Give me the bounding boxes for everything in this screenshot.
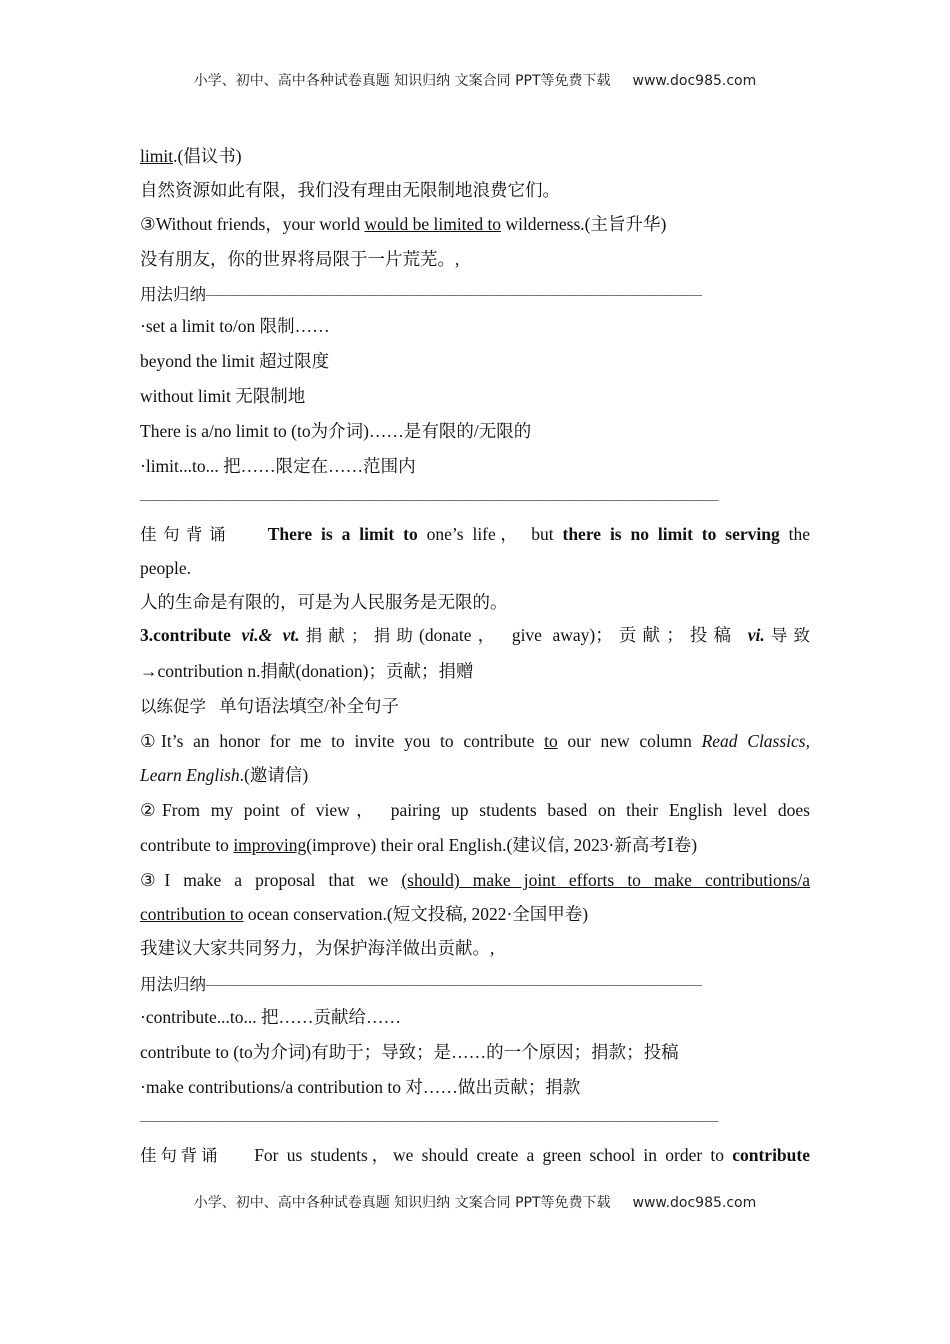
cn-translation: 自然资源如此有限，我们没有理由无限制地浪费它们。 <box>140 180 560 200</box>
footer-text: 小学、初中、高中各种试卷真题 知识归纳 文案合同 PPT等免费下载 <box>193 1195 611 1211</box>
underlined-answer: limit <box>140 146 174 166</box>
usage-item: contribute to (to为介词)有助于；导致；是……的一个原因；捐款；投稿 <box>140 1042 679 1062</box>
cn-translation: 没有朋友，你的世界将局限于一片荒芜。, <box>140 249 460 269</box>
underlined-answer: to <box>544 731 558 751</box>
practice-heading: 以练促学 单句语法填空/补全句子 <box>140 696 399 716</box>
usage-item: ·set a limit to/on 限制…… <box>140 316 330 336</box>
exercise-3-cont: contribution to ocean conservation.(短文投稿, 2022·全国甲卷) <box>140 904 589 924</box>
underlined-answer: would be limited to <box>364 214 502 234</box>
page-header <box>0 70 950 90</box>
cn-translation: 我建议大家共同努力，为保护海洋做出贡献。, <box>140 938 495 958</box>
usage-item: There is a/no limit to (to为介词)……是有限的/无限的 <box>140 421 532 441</box>
header-text: 小学、初中、高中各种试卷真题 知识归纳 文案合同 PPT等免费下载 <box>193 73 611 89</box>
usage-item: ·make contributions/a contribution to 对……做出贡献；捐款 <box>140 1077 581 1097</box>
line-limit: limit.(倡议书) <box>140 146 242 166</box>
usage-item: ·limit...to... 把……限定在……范围内 <box>140 456 416 476</box>
section-rule: ——————————————————————————————————— <box>140 489 718 509</box>
usage-heading: 用法归纳—————————————————————————————— <box>140 974 701 994</box>
memorize-sentence: 佳句背诵 There is a limit to one’s life， but there is no limit to serving the <box>140 524 810 544</box>
exercise-2: ②From my point of view， pairing up students based on their English level does <box>140 800 810 820</box>
usage-heading: 用法归纳—————————————————————————————— <box>140 284 701 304</box>
usage-item: beyond the limit 超过限度 <box>140 351 330 371</box>
section-rule: ——————————————————————————————————— <box>140 1110 718 1130</box>
memorize-sentence: 佳句背诵 For us students，we should create a green school in order to contribute <box>140 1145 810 1165</box>
underlined-answer: contribution to <box>140 904 244 924</box>
vocab-entry-contribute: 3.contribute vi.& vt.捐献；捐助(donate， give away)；贡献；投稿 vi.导致 <box>140 625 811 645</box>
exercise-1-cont: Learn English.(邀请信) <box>140 765 309 785</box>
header-url[interactable]: www.doc985.com <box>632 73 757 89</box>
exercise-1: ①It’s an honor for me to invite you to contribute to our new column Read Classics, <box>140 731 810 751</box>
exercise-2-cont: contribute to improving(improve) their oral English.(建议信, 2023·新高考Ⅰ卷) <box>140 835 698 855</box>
vocab-derivative: →contribution n.捐献(donation)；贡献；捐赠 <box>140 661 474 681</box>
underlined-answer: (should) make joint efforts to make contributions/a <box>401 870 810 890</box>
example-sentence-3: ③Without friends，your world would be limited to wilderness.(主旨升华) <box>140 214 667 234</box>
usage-item: ·contribute...to... 把……贡献给…… <box>140 1007 402 1027</box>
underlined-answer: improving <box>233 835 307 855</box>
footer-url[interactable]: www.doc985.com <box>632 1195 757 1211</box>
cn-translation: 人的生命是有限的，可是为人民服务是无限的。 <box>140 592 508 612</box>
exercise-3: ③I make a proposal that we (should) make joint efforts to make contributions/a <box>140 870 810 890</box>
page-footer <box>0 1192 950 1212</box>
usage-item: without limit 无限制地 <box>140 386 306 406</box>
memorize-sentence-cont: people. <box>140 558 192 578</box>
